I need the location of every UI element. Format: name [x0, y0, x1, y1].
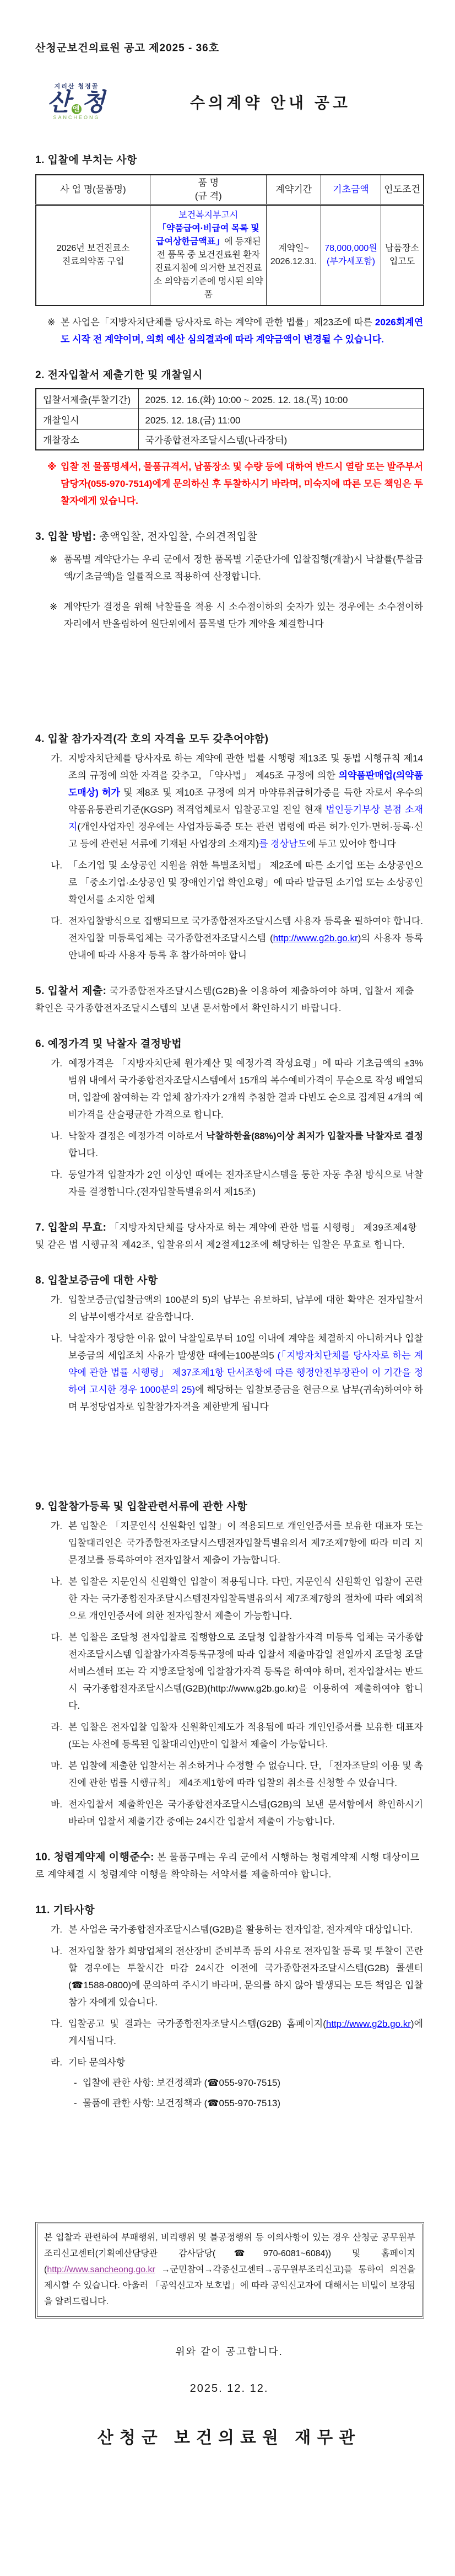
- period-line2: 2026.12.31.: [270, 256, 317, 266]
- document-header: [35, 74, 423, 130]
- ga-text5: (개인사업자인 경우에는 사업자등록증 또는 관련 법령에 따른 허가·인가·면허·등록·신고 등에 관련된 서류에 기재된 사업장의 소재지): [68, 821, 423, 849]
- logo-badge-en: 엔: [72, 105, 81, 113]
- col-item-name-line1: 품 명: [198, 177, 219, 188]
- item-label: 다.: [51, 1169, 63, 1180]
- contact-goods-text: 물품에 관한 사항: 보건정책과 (☎055-970-7513): [83, 2097, 281, 2108]
- logo-tagline: 지리산 청정골: [54, 83, 99, 90]
- item-label: 나.: [51, 1130, 63, 1141]
- period-line1: 계약일~: [278, 243, 309, 253]
- red-warning-text: 입찰 전 물품명세서, 물품규격서, 납품장소 및 수량 등에 대하여 반드시 열람 또는 발주부서 담당자(055-970-7514)에게 문의하신 후 투찰하시기 바라며, 미숙지에 따른 모든 책임은 투찰자에게 있습니다.: [61, 461, 423, 506]
- na-text1: 낙찰자가 정당한 이유 없이 낙찰일로부터 10일 이내에 계약을 체결하지 아니하거나 입찰보증금의 세입조치 사유가 발생한 때에는100분의5: [68, 1333, 423, 1361]
- asterisk-mark: ※: [47, 461, 57, 472]
- contact-bid-text: 입찰에 관한 사항: 보건정책과 (☎055-970-7515): [83, 2077, 281, 2088]
- section5-heading-rest: 국가종합전자조달시스템(G2B)을 이용하여 제출하여야 하며, 입찰서 제출 확인은 국가종합전자조달시스템의 보낸 문서함에서 확인하시기 바랍니다.: [35, 985, 414, 1013]
- logo-char-san: 산: [47, 88, 72, 116]
- section6-item-ga: [35, 1055, 423, 1123]
- item-label: 가.: [51, 1294, 63, 1305]
- section9-item-ma: [35, 1757, 423, 1791]
- announcement-date: 2025. 12. 12.: [189, 2382, 269, 2395]
- corruption-report-box: [35, 2222, 424, 2319]
- notice-number: 산청군보건의료원 공고 제2025 - 36호: [35, 42, 220, 54]
- ba-text: 전자입찰서 제출확인은 국가종합전자조달시스템(G2B)의 보낸 문서함에서 확인하시기 바라며 입찰서 제출기간 중에는 24시간 입찰서 제출이 가능합니다.: [68, 1799, 423, 1827]
- schedule-label-opening-place: 개찰장소: [36, 430, 138, 450]
- item-label: 나.: [51, 1945, 63, 1956]
- ga-text: 본 입찰은 「지문인식 신원확인 입찰」이 적용되므로 개인인증서를 보유한 대표자 또는 입찰대리인은 국가종합전자조달시스템전자입찰특별유의서 제7조제7항에 따라 미리 지문정보를 등록하여야 전자입찰서 제출이 가능합니다.: [68, 1520, 423, 1565]
- logo-char-cheong: 청: [82, 88, 106, 116]
- da-text1: 전자입찰방식으로 집행되므로 국가종합전자조달시스템 사용자 등록을 필하여야 합니다. 전자입찰 미등록업체는 국가종합전자조달시스템 (: [68, 915, 423, 943]
- ga-gyeongnam: 를 경상남도: [259, 838, 307, 849]
- table-header-row: [36, 175, 424, 205]
- sancheong-website-link[interactable]: http://www.sancheong.go.kr: [47, 2264, 155, 2274]
- amount-vat-note: (부가세포함): [326, 256, 375, 266]
- col-item-name-line2: (규 격): [194, 190, 222, 201]
- ga-text: 예정가격은 「지방자치단체 원가계산 및 예정가격 작성요령」에 따라 기초금액의 ±3% 범위 내에서 국가종합전자조달시스템에서 15개의 복수예비가격이 무순으로 작성 배열되며, 입찰에 참여하는 각 업체 참가자가 2개씩 추첨한 결과 다빈도 순으로 집계된 4개의 예비가격을 산술평균한 가격으로 합니다.: [68, 1058, 423, 1120]
- na-text: 전자입찰 참가 희망업체의 전산장비 준비부족 등의 사유로 전자입찰 등록 및 투찰이 곤란할 경우에는 투찰시간 마감 24시간 이전에 국가종합전자조달시스템(G2B) 콜센터(☎1588-0800)에 문의하여 주시기 바라며, 문의를 하지 않아 발생되는 모든 책임은 입찰참가 자에게 있습니다.: [68, 1945, 423, 2008]
- section8-heading: 8. 입찰보증금에 대한 사항: [35, 1274, 158, 1286]
- da-text3: )의 사용자 등록 안내에 따라 사용자 등록 후 참가하여야 합니: [68, 932, 423, 960]
- schedule-value-opening-time: 2025. 12. 18.(금) 11:00: [138, 409, 424, 430]
- section10-heading: [35, 1849, 423, 1883]
- da-text1: 입찰공고 및 결과는 국가종합전자조달시스템(G2B) 홈페이지(: [68, 2018, 326, 2029]
- ra-text: 본 입찰은 전자입찰 입찰자 신원확인제도가 적용됨에 따라 개인인증서를 보유한 대표자(또는 사전에 등록된 입찰대리인)만이 입찰서 제출이 가능합니다.: [68, 1721, 423, 1749]
- asterisk-mark: ※: [50, 601, 58, 612]
- item-label: 나.: [51, 1333, 63, 1344]
- section9-item-ga: [35, 1517, 423, 1569]
- business-name-line2: 진료의약품 구입: [62, 256, 124, 266]
- item-label: 가.: [51, 753, 63, 764]
- contact-bid-inquiry: [35, 2074, 423, 2091]
- delivery-line2: 입고도: [389, 256, 415, 266]
- col-business-name: 사 업 명(물품명): [36, 175, 150, 205]
- box-text3: →군민참여→각종신고센터→공무원부조리신고)를 통하여 의견을 제시할 수 있습니다. 아울러 「공익신고자 보호법」에 따라 공익신고자에 대해서는 비밀이 보장됨을 알려드립니다.: [44, 2264, 415, 2306]
- da-text3: )에 게시됩니다.: [68, 2018, 423, 2046]
- schedule-value-submission: 2025. 12. 16.(화) 10:00 ~ 2025. 12. 18.(목) 10:00: [138, 389, 424, 409]
- section7-heading: [35, 1219, 423, 1253]
- business-name-line1: 2026년 보건진료소: [56, 243, 130, 253]
- cell-base-amount: [321, 205, 381, 305]
- item-label: 다.: [51, 915, 63, 926]
- schedule-label-opening-time: 개찰일시: [36, 409, 138, 430]
- ga-text1: 지방자치단체를 당사자로 하는 계약에 관한 법률 시행령 제13조 및 동법 시행규칙 제14조의 규정에 의한 자격을 갖추고, 「약사법」 제45조 규정에 의한: [68, 753, 423, 781]
- section6-heading: 6. 예정가격 및 낙찰자 결정방법: [35, 1038, 182, 1050]
- note-fiscal-year-warning: 2026회계연도 시작 전 계약이며, 의회 예산 심의결과에 따라 계약금액이 변경될 수 있습니다.: [61, 316, 423, 345]
- section1-heading: 1. 입찰에 부치는 사항: [35, 154, 138, 166]
- na-law-reference: (「지방자치단체를 당사자로 하는 계약에 관한 법률 시행령」 제37조제1항 단서조항에 따른 행정안전부장관이 이 기간을 정하여 고시한 경우 1000분의 25): [68, 1350, 423, 1395]
- ra-text: 기타 문의사항: [68, 2057, 126, 2068]
- col-contract-period: 계약기간: [267, 175, 321, 205]
- section2-red-warning: [35, 458, 423, 509]
- sancheong-logo: [35, 83, 118, 121]
- page-break-spacer: [35, 1415, 423, 1498]
- item-label: 나.: [51, 1576, 63, 1587]
- dash-mark: -: [74, 2077, 77, 2088]
- ga-text3: 및 제8조 및 제10조 규정에 의거 마약류취급허가증을 득한 자로서 우수의약품유통관리기준(KGSP) 적격업체로서 입찰공고일 전일 현재: [68, 787, 423, 815]
- na-text: 본 입찰은 지문인식 신원확인 입찰이 적용됩니다. 다만, 지문인식 신원확인 입찰이 곤란한 자는 국가종합전자조달시스템전자입찰특별유의서 제7조제7항의 절차에 따라 예외적으로 개인인증서에 의한 전자입찰서 제출이 가능합니다.: [68, 1576, 423, 1621]
- section3-heading: [35, 528, 423, 543]
- spec-rest-text: 에 등재된 전 품목 중 보건진료원 환자진료지침에 의거한 보건진료소 의약품기준에 명시된 의약품: [153, 237, 263, 299]
- contact-goods-inquiry: [35, 2095, 423, 2112]
- item-label: 가.: [51, 1924, 63, 1935]
- section10-heading-rest: 본 물품구매는 우리 군에서 시행하는 청렴계약제 시행 대상이므로 계약체결 시 청렴계약 이행을 확약하는 서약서를 제출하여야 합니다.: [35, 1852, 420, 1880]
- spec-drug-list: 「약품급여·비급여 목록 및 급여상한금액표」: [156, 223, 259, 246]
- na-award-rule: 낙찰하한율(88%)이상 최저가 입찰자를 낙찰자로 결정: [206, 1130, 423, 1141]
- logo-english: SANCHEONG: [53, 115, 100, 121]
- note2-text: 계약단가 결정을 위해 낙찰률을 적용 시 소수점이하의 숫자가 있는 경우에는 소수점이하 자리에서 반올림하여 원단위에서 품목별 단가 계약을 체결합니다: [64, 601, 423, 629]
- item-label: 가.: [51, 1058, 63, 1069]
- box-text1: 본 입찰과 관련하여 부패행위, 비리행위 및 불공정행위 등 이의사항이 있는 경우 산청군 공무원부조리신고센터(기획예산담당관 감사담당(☎970-6081~6084)) 및 홈페이지(: [44, 2232, 415, 2274]
- ga-hq-location: 법인등기부상 본점 소재지: [68, 804, 423, 832]
- section3-heading-bold: 3. 입찰 방법:: [35, 530, 96, 543]
- section2-heading: 2. 전자입찰서 제출기한 및 개찰일시: [35, 369, 203, 381]
- section8-item-ga: [35, 1291, 423, 1325]
- section11-heading: 11. 기타사항: [35, 1904, 95, 1916]
- table-row: [36, 409, 424, 430]
- na-text3: 합니다.: [68, 1147, 98, 1158]
- section4-item-da: [35, 913, 423, 964]
- ga-text: 입찰보증금(입찰금액의 100분의 5)의 납부는 유보하되, 납부에 대한 확약은 전자입찰서의 납부이행각서로 갈음합니다.: [68, 1294, 423, 1322]
- ga-text: 본 사업은 국가종합전자조달시스템(G2B)을 활용하는 전자입찰, 전자계약 대상입니다.: [68, 1924, 413, 1935]
- na-text1: 낙찰자 결정은 예정가격 이하로서: [68, 1130, 207, 1141]
- section10-heading-bold: 10. 청렴계약제 이행준수:: [35, 1851, 154, 1863]
- section9-heading: 9. 입찰참가등록 및 입찰관련서류에 관한 사항: [35, 1500, 248, 1512]
- section3-heading-rest: 총액입찰, 전자입찰, 수의견적입찰: [96, 530, 258, 543]
- section1-note: [35, 314, 423, 348]
- note-prefix: 본 사업은「지방자치단체를 당사자로 하는 계약에 관한 법률」제23조에 따른: [61, 316, 375, 328]
- ga-pharma-license: 의약품판매업(의약품도매상) 허가: [68, 770, 423, 798]
- ga-text7: 에 두고 있어야 합니다: [306, 838, 396, 849]
- schedule-label-submission: 입찰서제출(투찰기간): [36, 389, 138, 409]
- section7-heading-bold: 7. 입찰의 무효:: [35, 1221, 107, 1233]
- note1-text: 품목별 계약단가는 우리 군에서 정한 품목별 기준단가에 입찰집행(개찰)시 낙찰률(투찰금액/기초금액)을 일률적으로 적용하여 산정합니다.: [64, 554, 423, 582]
- col-base-amount: 기초금액: [321, 175, 381, 205]
- section6-item-da: [35, 1166, 423, 1200]
- dash-mark: -: [74, 2097, 77, 2108]
- section11-item-ga: [35, 1921, 423, 1938]
- table-row: [36, 389, 424, 409]
- item-label: 라.: [51, 1721, 63, 1732]
- table-row: [36, 205, 424, 305]
- bid-schedule-table: [35, 388, 424, 450]
- closing-statement: 위와 같이 공고합니다.: [175, 2346, 283, 2357]
- item-label: 다.: [51, 1632, 63, 1643]
- section5-heading-bold: 5. 입찰서 제출:: [35, 985, 107, 997]
- section6-item-na: [35, 1128, 423, 1162]
- g2b-link[interactable]: http://www.g2b.go.kr: [273, 932, 358, 943]
- section11-item-ra: [35, 2054, 423, 2071]
- section9-item-ra: [35, 1719, 423, 1753]
- section11-item-da: [35, 2015, 423, 2049]
- section7-heading-rest: 「지방자치단체를 당사자로 하는 계약에 관한 법률 시행령」 제39조제4항 및 같은 법 시행규칙 제42조, 입찰유의서 제2절제12조에 해당하는 입찰은 무효로 합니다.: [35, 1222, 418, 1250]
- item-label: 다.: [51, 2018, 63, 2029]
- asterisk-mark: ※: [50, 554, 58, 565]
- amount-value: 78,000,000원: [324, 243, 377, 253]
- page-title: 수의계약 안내 공고: [190, 94, 351, 111]
- section3-note1: [35, 551, 423, 585]
- bid-items-table: [35, 174, 424, 306]
- section9-item-na: [35, 1573, 423, 1624]
- item-label: 나.: [51, 860, 63, 871]
- section4-item-ga: [35, 750, 423, 852]
- col-item-name: [150, 175, 267, 205]
- table-row: [36, 430, 424, 450]
- item-label: 마.: [51, 1760, 63, 1771]
- section9-item-da: [35, 1629, 423, 1714]
- spec-gov-notice: 보건복지부고시: [178, 210, 239, 220]
- section9-item-ba: [35, 1796, 423, 1830]
- section5-heading: [35, 983, 423, 1017]
- na-text: 「소기업 및 소상공인 지원을 위한 특별조치법」 제2조에 따른 소기업 또는 소상공인으로 「중소기업·소상공인 및 장애인기업 확인요령」에 따라 발급된 소기업 또는 소상공인확인서를 소지한 업체: [68, 860, 423, 905]
- na-text3: 에 해당하는 입찰보증금을 현금으로 납부(귀속)하여야 하며 부정당업자로 입찰참가자격을 제한받게 됩니다: [68, 1384, 423, 1412]
- item-label: 라.: [51, 2057, 63, 2068]
- section11-item-na: [35, 1942, 423, 2011]
- item-label: 가.: [51, 1520, 63, 1531]
- section4-item-na: [35, 857, 423, 908]
- schedule-value-opening-place: 국가종합전자조달시스템(나라장터): [138, 430, 424, 450]
- cell-contract-period: [267, 205, 321, 305]
- col-delivery-condition: 인도조건: [381, 175, 424, 205]
- da-text: 본 입찰은 조달청 전자입찰로 집행함으로 조달청 입찰참가자격 미등록 업체는 국가종합전자조달시스템 입찰참가자격등록규정에 따라 입찰서 제출마감일 전일까지 조달청 조달서비스센터 또는 각 지방조달청에 입찰참가자격 등록을 하여야 하며, 전자입찰서는 반드시 국가종합전자조달시스템(G2B)(http://www.g2b.go.kr)을 이용하여 제출하여야 합니다.: [68, 1632, 423, 1711]
- ma-text: 본 입찰에 제출한 입찰서는 취소하거나 수정할 수 없습니다. 단, 「전자조달의 이용 및 촉진에 관한 법률 시행규칙」 제4조제1항에 따라 입찰의 취소를 신청할 수 있습니다.: [68, 1760, 423, 1788]
- cell-delivery-condition: [381, 205, 424, 305]
- section8-item-na: [35, 1330, 423, 1415]
- section4-heading: 4. 입찰 참가자격(각 호의 자격을 모두 갖추어야함): [35, 733, 269, 745]
- signature-authority: 산청군 보건의료원 재무관: [97, 2428, 361, 2447]
- logo-calligraphy: [35, 90, 118, 115]
- cell-business-name: [36, 205, 150, 305]
- asterisk-mark: ※: [47, 316, 56, 328]
- da-text: 동일가격 입찰자가 2인 이상인 때에는 전자조달시스템을 통한 자동 추첨 방식으로 낙찰자를 결정합니다.(전자입찰특별유의서 제15조): [68, 1169, 423, 1197]
- section3-note2: [35, 598, 423, 632]
- item-label: 바.: [51, 1799, 63, 1810]
- cell-item-spec: [150, 205, 267, 305]
- g2b-link[interactable]: http://www.g2b.go.kr: [326, 2018, 411, 2029]
- page-break-spacer: [35, 632, 423, 731]
- delivery-line1: 납품장소: [385, 243, 419, 253]
